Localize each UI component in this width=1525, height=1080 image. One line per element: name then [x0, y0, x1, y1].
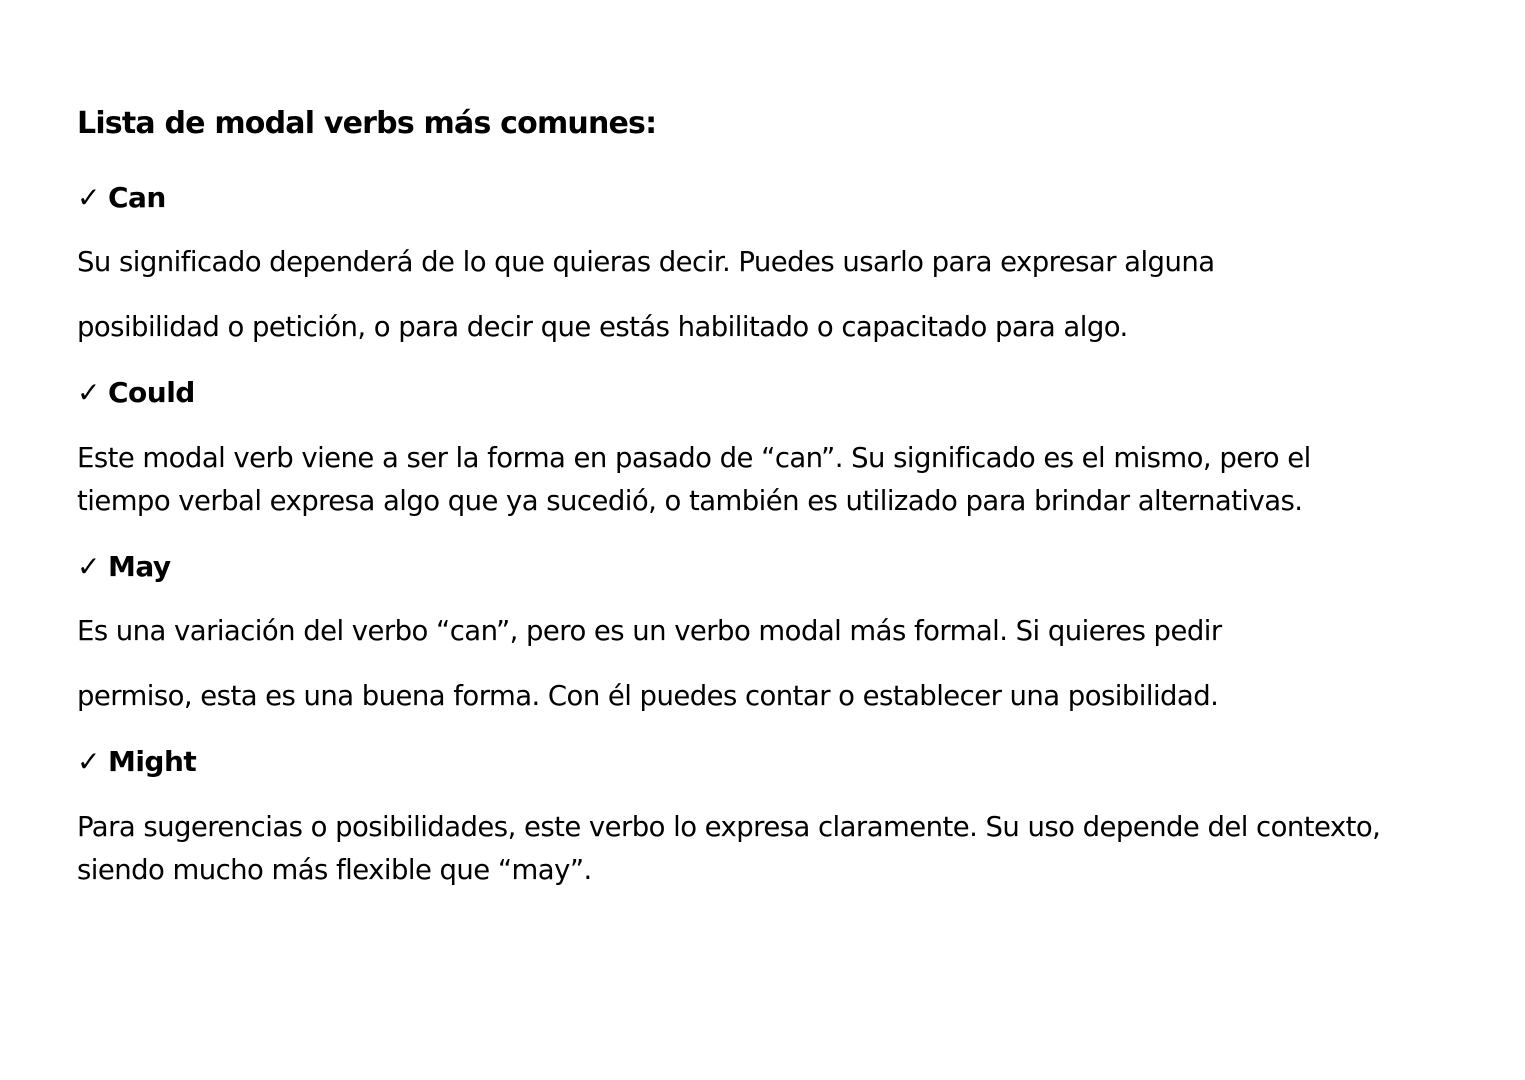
paragraph-line: Para sugerencias o posibilidades, este verbo lo expresa claramente. Su uso depende del contexto,: [77, 811, 1381, 843]
paragraph-line: Es una variación del verbo “can”, pero es un verbo modal más formal. Si quieres pedir: [77, 615, 1222, 647]
heading-label: Could: [107, 376, 195, 409]
paragraph-line: permiso, esta es una buena forma. Con él puedes contar o establecer una posibilidad.: [77, 680, 1219, 712]
check-icon: ✓: [77, 745, 100, 778]
paragraph-line: tiempo verbal expresa algo que ya sucedió, o también es utilizado para brindar alternativas.: [77, 485, 1303, 517]
heading-might: [77, 745, 196, 778]
check-icon: ✓: [77, 550, 100, 583]
heading-label: Might: [107, 745, 197, 778]
check-icon: ✓: [77, 181, 100, 214]
paragraph-line: posibilidad o petición, o para decir que estás habilitado o capacitado para algo.: [77, 311, 1128, 343]
check-icon: ✓: [77, 376, 100, 409]
paragraph-line: Su significado dependerá de lo que quieras decir. Puedes usarlo para expresar alguna: [77, 246, 1215, 278]
heading-may: [77, 550, 171, 583]
page-title: Lista de modal verbs más comunes:: [77, 106, 657, 141]
heading-could: [77, 376, 195, 409]
heading-label: Can: [107, 181, 166, 214]
heading-label: May: [107, 550, 171, 583]
paragraph-line: siendo mucho más flexible que “may”.: [77, 854, 592, 886]
heading-can: [77, 181, 166, 214]
paragraph-line: Este modal verb viene a ser la forma en pasado de “can”. Su significado es el mismo, pero el: [77, 442, 1311, 474]
